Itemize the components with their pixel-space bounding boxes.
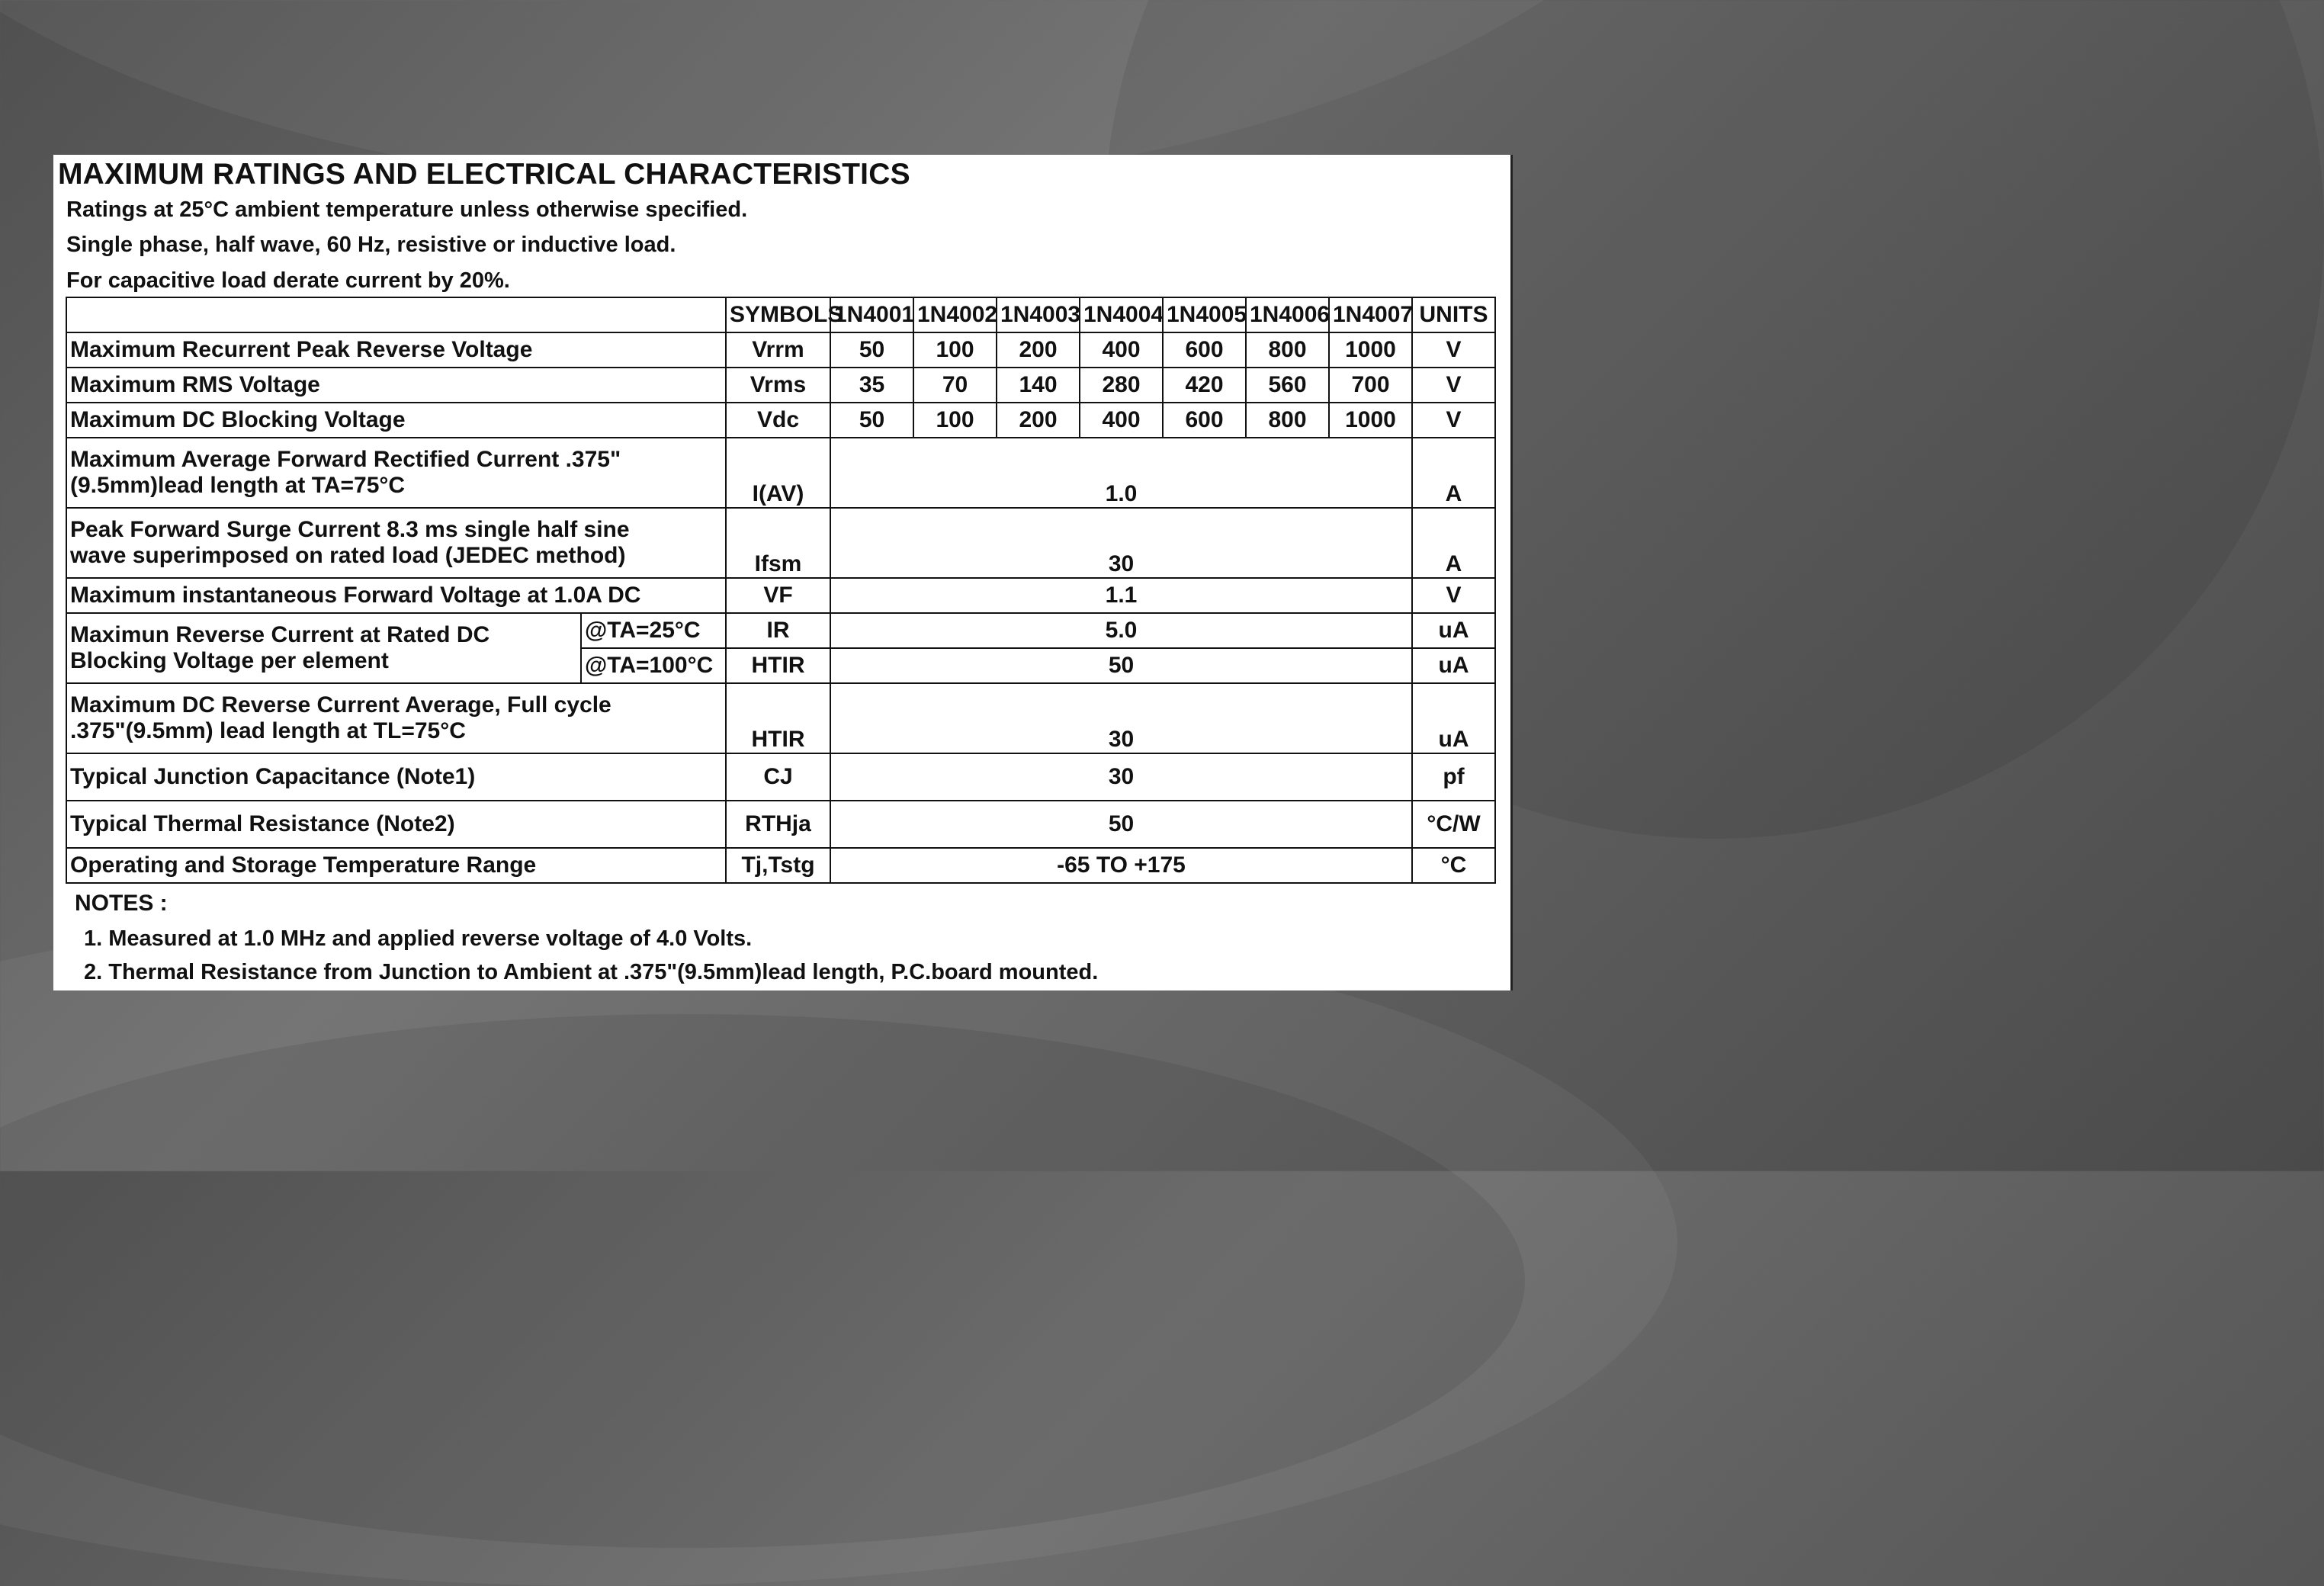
symbol-cell: Tj,Tstg: [726, 848, 830, 883]
value-cell: 1.1: [830, 578, 1412, 613]
document-title: MAXIMUM RATINGS AND ELECTRICAL CHARACTERISTICS: [58, 158, 910, 191]
symbol-cell: Vrms: [726, 368, 830, 403]
unit-cell: V: [1412, 403, 1495, 438]
table-row: [66, 683, 1495, 753]
symbol-cell: RTHja: [726, 801, 830, 848]
parameter-label: Maximum instantaneous Forward Voltage at 1.0A DC: [66, 578, 726, 613]
symbol-cell: IR: [726, 613, 830, 648]
parameter-label-line: Peak Forward Surge Current 8.3 ms single half sine: [70, 516, 630, 542]
symbol-cell: HTIR: [726, 683, 830, 753]
parameter-label: Typical Thermal Resistance (Note2): [66, 801, 726, 848]
parameter-label: [66, 508, 726, 578]
parameter-label-line: Maximun Reverse Current at Rated DC: [70, 621, 490, 647]
parameter-label-line: .375"(9.5mm) lead length at TL=75°C: [70, 718, 466, 743]
unit-cell: pf: [1412, 753, 1495, 801]
unit-cell: uA: [1412, 613, 1495, 648]
header-part: 1N4001: [830, 297, 913, 332]
table-row: [66, 578, 1495, 613]
header-part: 1N4007: [1329, 297, 1412, 332]
value-cell: 70: [913, 368, 997, 403]
value-cell: 800: [1246, 332, 1329, 368]
parameter-label-line: Maximum Average Forward Rectified Current .375": [70, 446, 621, 472]
value-cell: 400: [1080, 403, 1163, 438]
table-row: [66, 848, 1495, 883]
header-symbols: SYMBOLS: [726, 297, 830, 332]
value-cell: 600: [1163, 332, 1246, 368]
condition-cell: @TA=100°C: [581, 648, 726, 683]
parameter-label-line: Blocking Voltage per element: [70, 648, 389, 673]
unit-cell: V: [1412, 368, 1495, 403]
table-row: [66, 368, 1495, 403]
table-row: [66, 403, 1495, 438]
value-cell: 50: [830, 403, 913, 438]
unit-cell: V: [1412, 578, 1495, 613]
value-cell: 100: [913, 332, 997, 368]
table-row: [66, 332, 1495, 368]
symbol-cell: Vrrm: [726, 332, 830, 368]
symbol-cell: HTIR: [726, 648, 830, 683]
background-swoosh: [0, 900, 1677, 1586]
value-cell: 200: [997, 403, 1080, 438]
header-part: 1N4004: [1080, 297, 1163, 332]
parameter-label: Operating and Storage Temperature Range: [66, 848, 726, 883]
table-row: [66, 508, 1495, 578]
symbol-cell: Ifsm: [726, 508, 830, 578]
parameter-label: Maximum DC Blocking Voltage: [66, 403, 726, 438]
value-cell: 140: [997, 368, 1080, 403]
condition-line: Single phase, half wave, 60 Hz, resistive or inductive load.: [66, 233, 676, 257]
ratings-table: [66, 297, 1496, 884]
parameter-label: [66, 438, 726, 508]
value-cell: 1000: [1329, 332, 1412, 368]
value-cell: 280: [1080, 368, 1163, 403]
value-cell: 560: [1246, 368, 1329, 403]
value-cell: 800: [1246, 403, 1329, 438]
parameter-label: Maximum RMS Voltage: [66, 368, 726, 403]
value-cell: 5.0: [830, 613, 1412, 648]
symbol-cell: VF: [726, 578, 830, 613]
header-part: 1N4002: [913, 297, 997, 332]
unit-cell: A: [1412, 438, 1495, 508]
header-blank-cell: [66, 297, 726, 332]
parameter-label: Maximum Recurrent Peak Reverse Voltage: [66, 332, 726, 368]
note-item: 2. Thermal Resistance from Junction to Ambient at .375"(9.5mm)lead length, P.C.board mounted.: [84, 960, 1099, 984]
value-cell: 1.0: [830, 438, 1412, 508]
unit-cell: V: [1412, 332, 1495, 368]
table-header-row: [66, 297, 1495, 332]
unit-cell: °C: [1412, 848, 1495, 883]
value-cell: 30: [830, 683, 1412, 753]
symbol-cell: CJ: [726, 753, 830, 801]
datasheet-image: [53, 155, 1513, 990]
parameter-label-line: Maximum DC Reverse Current Average, Full cycle: [70, 692, 611, 718]
parameter-label: [66, 683, 726, 753]
value-cell: 600: [1163, 403, 1246, 438]
table-row: [66, 613, 1495, 648]
symbol-cell: Vdc: [726, 403, 830, 438]
unit-cell: uA: [1412, 683, 1495, 753]
condition-cell: @TA=25°C: [581, 613, 726, 648]
parameter-label-line: (9.5mm)lead length at TA=75°C: [70, 473, 406, 498]
note-item: 1. Measured at 1.0 MHz and applied reverse voltage of 4.0 Volts.: [84, 926, 753, 951]
symbol-cell: I(AV): [726, 438, 830, 508]
unit-cell: A: [1412, 508, 1495, 578]
header-units: UNITS: [1412, 297, 1495, 332]
header-part: 1N4006: [1246, 297, 1329, 332]
header-part: 1N4005: [1163, 297, 1246, 332]
value-cell: 50: [830, 801, 1412, 848]
condition-line: For capacitive load derate current by 20%.: [66, 268, 510, 293]
value-cell: -65 TO +175: [830, 848, 1412, 883]
value-cell: 30: [830, 753, 1412, 801]
background-swoosh: [0, 1014, 1525, 1548]
value-cell: 700: [1329, 368, 1412, 403]
condition-line: Ratings at 25°C ambient temperature unless otherwise specified.: [66, 197, 748, 222]
table-row: [66, 801, 1495, 848]
value-cell: 420: [1163, 368, 1246, 403]
notes-heading: NOTES :: [75, 891, 168, 916]
value-cell: 100: [913, 403, 997, 438]
header-part: 1N4003: [997, 297, 1080, 332]
parameter-label-line: wave superimposed on rated load (JEDEC method): [70, 543, 626, 568]
value-cell: 400: [1080, 332, 1163, 368]
unit-cell: °C/W: [1412, 801, 1495, 848]
value-cell: 30: [830, 508, 1412, 578]
value-cell: 50: [830, 648, 1412, 683]
parameter-label: Typical Junction Capacitance (Note1): [66, 753, 726, 801]
value-cell: 200: [997, 332, 1080, 368]
table-row: [66, 438, 1495, 508]
unit-cell: uA: [1412, 648, 1495, 683]
value-cell: 50: [830, 332, 913, 368]
parameter-label: [66, 613, 581, 683]
table-row: [66, 753, 1495, 801]
value-cell: 1000: [1329, 403, 1412, 438]
value-cell: 35: [830, 368, 913, 403]
